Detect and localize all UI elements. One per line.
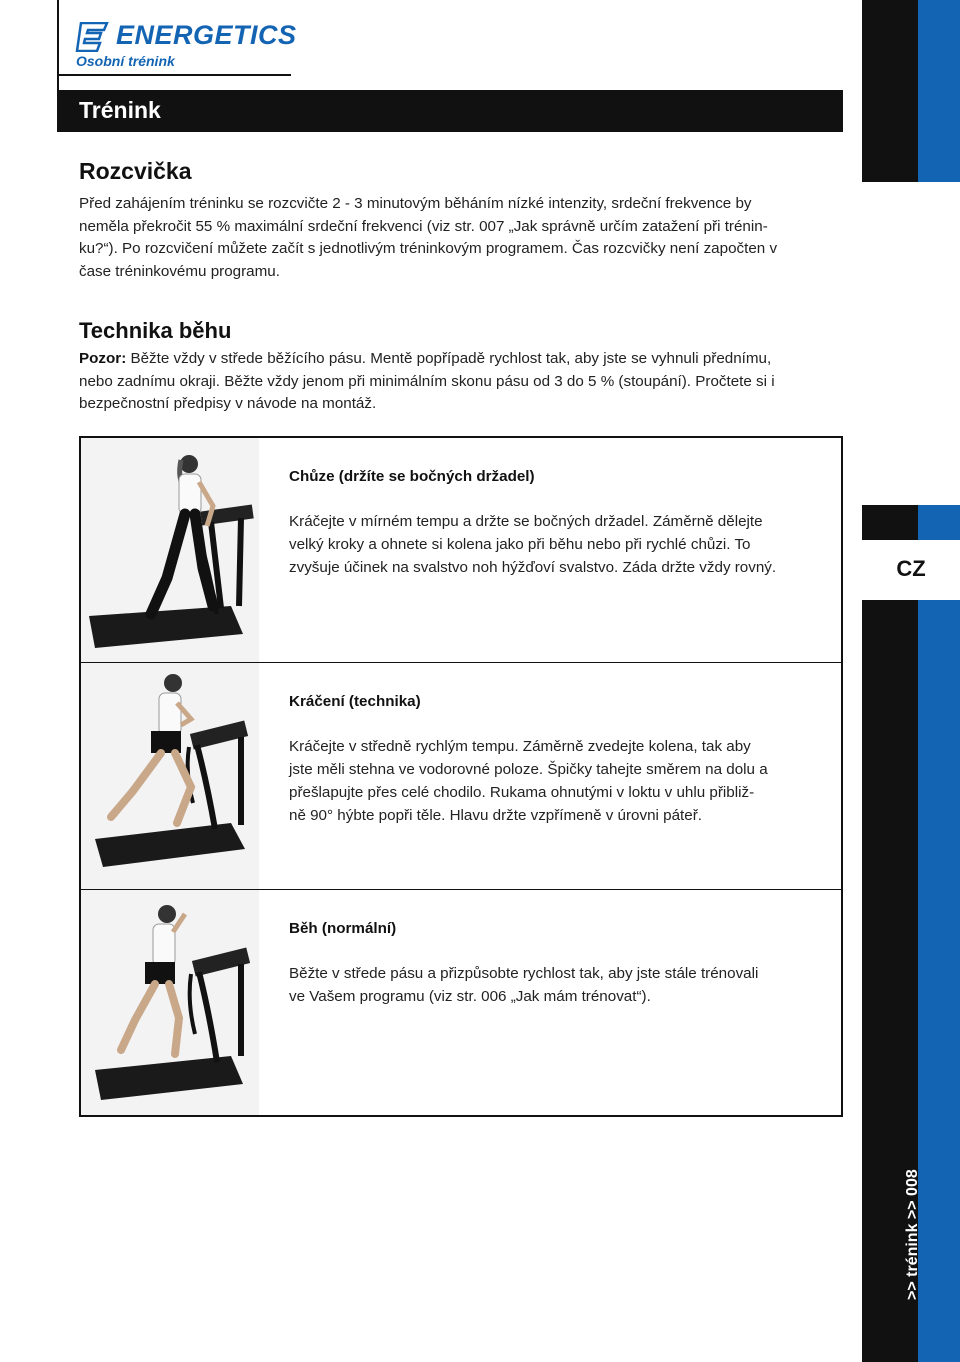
page-number: >> trénink >> 008 <box>904 1169 921 1300</box>
warmup-line: neměla překročit 55 % maximální srdeční frekvenci (viz str. 007 „Jak správně určím zatažení při trénin- <box>79 217 768 235</box>
side-bar-blue-top <box>918 0 960 182</box>
treadmill-walker-image <box>81 438 259 662</box>
brand-name: ENERGETICS <box>116 20 297 50</box>
warmup-line: ku?“). Po rozcvičení můžete začít s jednotlivým tréninkovým programem. Čas rozcvičky není započten v <box>79 240 778 258</box>
exercise-panel-walking <box>79 436 843 664</box>
treadmill-walker-image <box>81 663 259 889</box>
description-line: Běžte v střede pásu a přizpůsobte rychlost tak, aby jste stále trénovali <box>289 965 759 982</box>
technique-line: bezpečnostní předpisy v návode na montáž. <box>79 395 377 413</box>
warning-label: Pozor: <box>79 350 127 367</box>
brand-subtitle: Osobní trénink <box>76 53 175 69</box>
exercise-description <box>289 510 809 579</box>
technique-line <box>79 348 839 371</box>
description-line: zvyšuje účinek na svalstvo noh hýžďoví svalstvo. Záda držte vždy rovný. <box>289 559 777 576</box>
exercise-panel-technique <box>79 663 843 891</box>
technique-line: nebo zadnímu okraji. Běžte vždy jenom při minimálním skonu pásu od 3 do 5 % (stoupání). Pročtete si i <box>79 372 775 390</box>
description-line: jste měli stehna ve vodorovné poloze. Špičky tahejte směrem na dolu a <box>289 761 768 778</box>
exercise-description <box>289 962 809 1008</box>
warmup-line: čase tréninkovému programu. <box>79 262 280 280</box>
treadmill-runner-image <box>81 890 259 1115</box>
section-title-bar <box>57 90 843 132</box>
treadmill-photo-technique <box>81 663 259 889</box>
section-title: Trénink <box>79 97 161 123</box>
exercise-description <box>289 735 809 827</box>
description-line: ve Vašem programu (viz str. 006 „Jak mám trénovat“). <box>289 988 651 1005</box>
description-line: přešlapujte přes celé chodilo. Rukama ohnutými v loktu v uhlu přibliž- <box>289 784 755 801</box>
technique-line-rest: Běžte vždy v střede běžícího pásu. Mentě popřípadě rychlost tak, aby jste se vyhnuli přednímu, <box>126 350 772 367</box>
description-line: Kráčejte v mírném tempu a držte se bočných držadel. Záměrně dělejte <box>289 513 763 530</box>
description-line: Kráčejte v středně rychlým tempu. Záměrně zvedejte kolena, tak aby <box>289 738 751 755</box>
energetics-logo-icon <box>75 22 109 52</box>
treadmill-photo-running <box>81 890 259 1115</box>
treadmill-photo-walking <box>81 438 259 662</box>
technique-heading: Technika běhu <box>79 318 232 343</box>
exercise-title: Chůze (držíte se bočných držadel) <box>289 468 535 485</box>
header-horizontal-rule <box>57 74 291 76</box>
description-line: velký kroky a ohnete si kolena jako při běhu nebo při rychlé chůzi. To <box>289 536 751 553</box>
warmup-heading: Rozcvička <box>79 158 192 184</box>
header-vertical-rule <box>57 0 59 90</box>
warmup-line: Před zahájením tréninku se rozcvičte 2 - 3 minutovým běháním nízké intenzity, srdeční frekvence by <box>79 195 752 212</box>
exercise-panel-running <box>79 890 843 1117</box>
side-bar-blue <box>918 505 960 1362</box>
warmup-paragraph <box>79 193 839 283</box>
language-label: CZ <box>896 556 926 581</box>
technique-paragraph <box>79 348 839 416</box>
exercise-title: Kráčení (technika) <box>289 693 421 710</box>
description-line: ně 90° hýbte popři těle. Hlavu držte vzpřímeně v úrovni páteř. <box>289 807 702 824</box>
exercise-title: Běh (normální) <box>289 920 397 937</box>
side-bar-black-top <box>862 0 918 182</box>
